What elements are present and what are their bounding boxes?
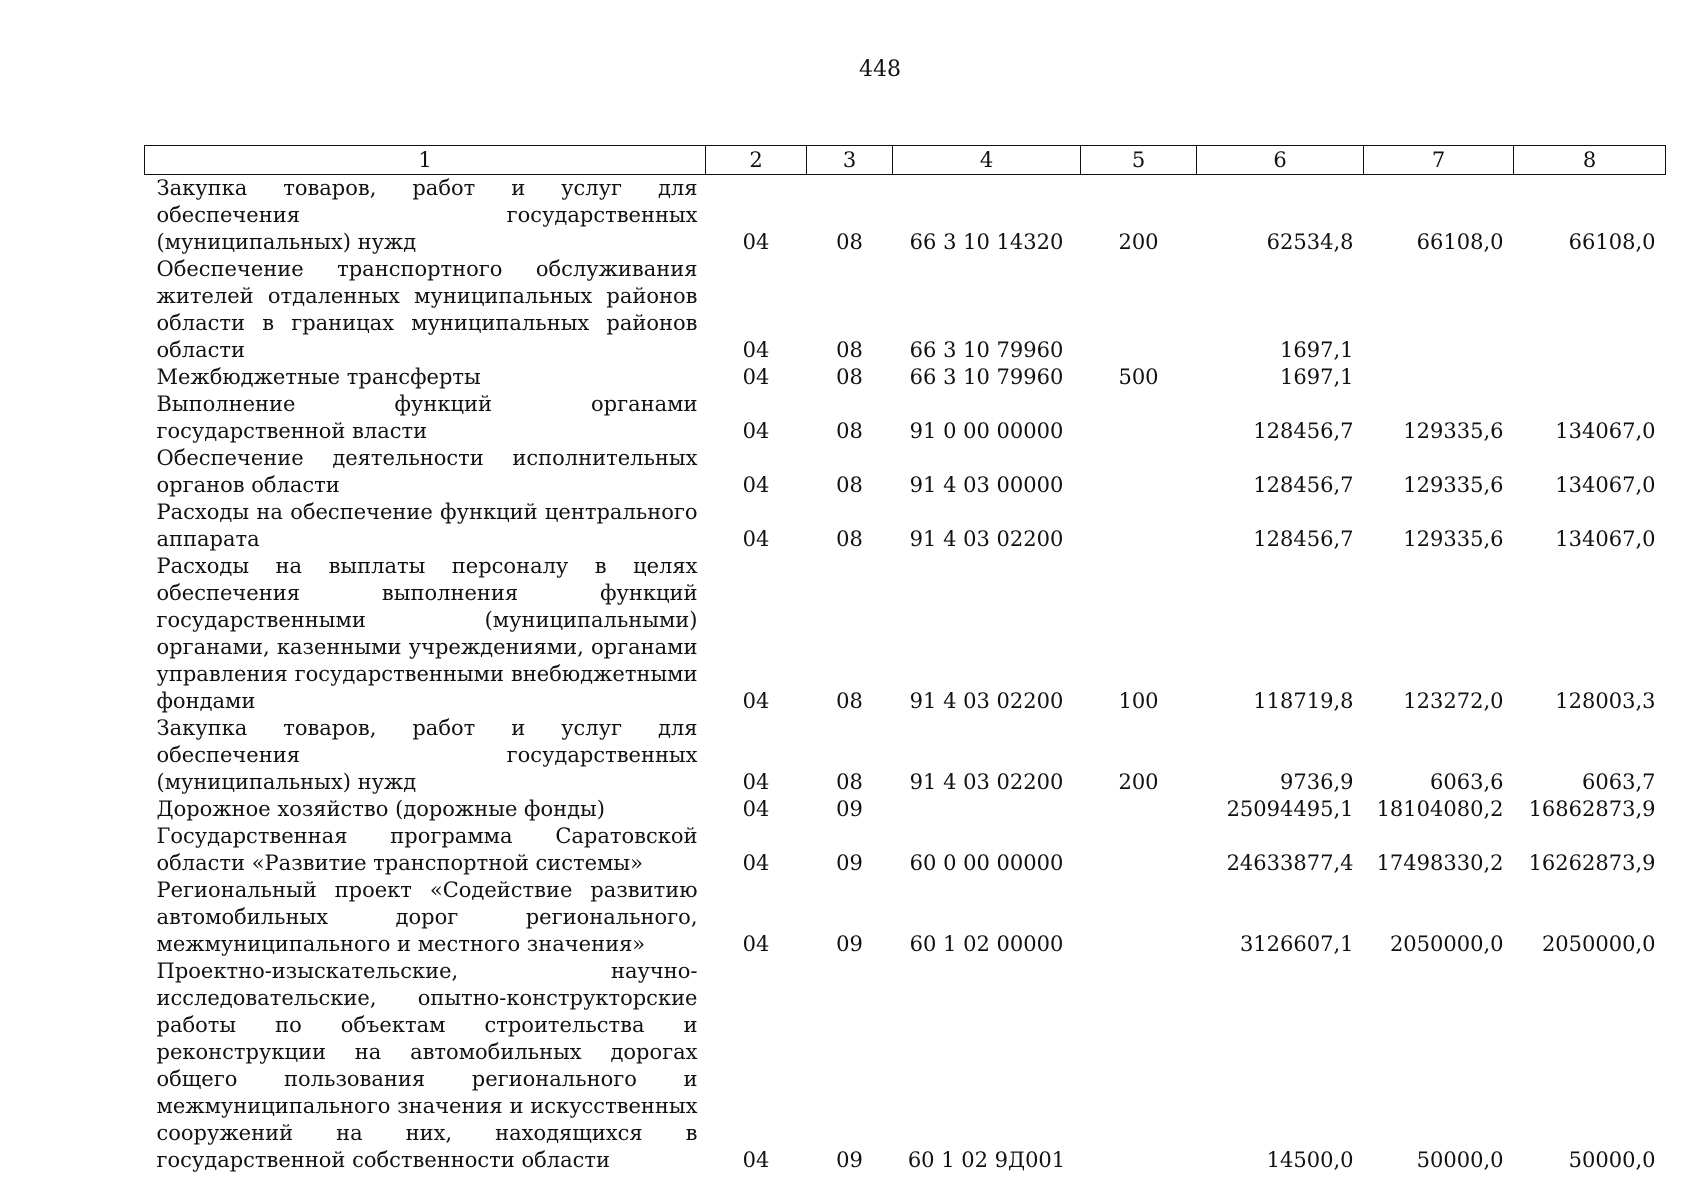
row-subsection: 09 — [836, 1148, 863, 1172]
row-amount-7: 129335,6 — [1403, 419, 1504, 443]
row-amount-6: 118719,8 — [1253, 689, 1354, 713]
table-row — [145, 823, 1666, 877]
row-name: Закупка товаров, работ и услуг для обеспечения государственных (муниципальных) нужд — [156, 716, 698, 794]
row-amount-7 — [1364, 256, 1514, 364]
row-target-code: 91 4 03 02200 — [909, 770, 1064, 794]
row-name: Расходы на обеспечение функций центрального аппарата — [156, 500, 698, 551]
row-section: 04 — [742, 230, 770, 254]
row-name: Выполнение функций органами государственной власти — [156, 392, 698, 443]
row-amount-8 — [1514, 256, 1666, 364]
row-amount-6: 9736,9 — [1280, 770, 1354, 794]
row-section: 04 — [742, 365, 770, 389]
row-subsection: 08 — [836, 770, 863, 794]
row-section: 04 — [742, 851, 770, 875]
row-amount-8: 2050000,0 — [1541, 932, 1656, 956]
row-expense-type — [1081, 499, 1197, 553]
row-target-code: 91 0 00 00000 — [909, 419, 1064, 443]
row-section: 04 — [742, 473, 770, 497]
row-amount-7: 129335,6 — [1403, 527, 1504, 551]
row-amount-7: 17498330,2 — [1376, 851, 1504, 875]
column-header-7: 7 — [1364, 146, 1514, 175]
row-amount-6: 24633877,4 — [1226, 851, 1354, 875]
row-subsection: 08 — [836, 473, 863, 497]
row-amount-8: 66108,0 — [1568, 230, 1656, 254]
column-header-2: 2 — [706, 146, 807, 175]
row-expense-type: 100 — [1118, 689, 1159, 713]
row-section: 04 — [742, 338, 770, 362]
row-amount-8 — [1514, 364, 1666, 391]
row-amount-7 — [1364, 364, 1514, 391]
row-amount-6: 128456,7 — [1253, 419, 1354, 443]
row-amount-6: 128456,7 — [1253, 527, 1354, 551]
row-subsection: 09 — [836, 797, 863, 821]
row-expense-type — [1081, 796, 1197, 823]
column-header-3: 3 — [807, 146, 893, 175]
header-row — [145, 146, 1666, 175]
row-subsection: 08 — [836, 419, 863, 443]
table-row — [145, 445, 1666, 499]
page-number: 448 — [859, 57, 901, 82]
row-name: Закупка товаров, работ и услуг для обеспечения государственных (муниципальных) нужд — [156, 176, 698, 254]
row-section: 04 — [742, 527, 770, 551]
row-amount-7: 18104080,2 — [1376, 797, 1504, 821]
column-header-6: 6 — [1197, 146, 1364, 175]
row-target-code: 66 3 10 79960 — [909, 338, 1064, 362]
row-target-code: 66 3 10 79960 — [909, 365, 1064, 389]
row-amount-6: 25094495,1 — [1226, 797, 1354, 821]
row-amount-8: 134067,0 — [1555, 527, 1656, 551]
row-subsection: 08 — [836, 527, 863, 551]
row-subsection: 08 — [836, 689, 863, 713]
row-name: Дорожное хозяйство (дорожные фонды) — [156, 797, 605, 821]
row-name: Проектно-изыскательские, научно-исследовательские, опытно-конструкторские работы по объектам строительства и реконструкции на автомобильных дорогах общего пользования регионального и межмуниципального значения и искусственных сооружений на них, находящихся в государственной собственности области — [156, 959, 698, 1172]
row-target-code: 91 4 03 02200 — [909, 689, 1064, 713]
row-amount-8: 6063,7 — [1582, 770, 1656, 794]
row-target-code: 91 4 03 00000 — [909, 473, 1064, 497]
row-target-code: 60 1 02 9Д001 — [907, 1148, 1066, 1172]
column-header-5: 5 — [1081, 146, 1197, 175]
table-row — [145, 175, 1666, 257]
row-subsection: 08 — [836, 230, 863, 254]
row-amount-8: 16862873,9 — [1528, 797, 1656, 821]
row-section: 04 — [742, 770, 770, 794]
row-name: Обеспечение деятельности исполнительных органов области — [156, 446, 698, 497]
table-row — [145, 499, 1666, 553]
row-amount-6: 3126607,1 — [1239, 932, 1354, 956]
row-expense-type: 500 — [1118, 365, 1159, 389]
column-header-1: 1 — [145, 146, 706, 175]
row-amount-6: 1697,1 — [1280, 338, 1354, 362]
table-row — [145, 256, 1666, 364]
row-section: 04 — [742, 689, 770, 713]
row-name: Межбюджетные трансферты — [156, 365, 481, 389]
table-row — [145, 958, 1666, 1174]
row-name: Расходы на выплаты персоналу в целях обеспечения выполнения функций государственными (муниципальными) органами, казенными учреждениями, органами управления государственными внебюджетными фондами — [156, 554, 698, 713]
row-name: Региональный проект «Содействие развитию автомобильных дорог регионального, межмуниципального и местного значения» — [156, 878, 698, 956]
row-expense-type: 200 — [1118, 230, 1159, 254]
row-expense-type — [1081, 391, 1197, 445]
table-row — [145, 715, 1666, 796]
row-amount-8: 16262873,9 — [1528, 851, 1656, 875]
row-amount-6: 1697,1 — [1280, 365, 1354, 389]
row-amount-6: 128456,7 — [1253, 473, 1354, 497]
table-body — [145, 175, 1666, 1175]
table-row — [145, 553, 1666, 715]
row-amount-6: 14500,0 — [1266, 1148, 1354, 1172]
row-expense-type: 200 — [1118, 770, 1159, 794]
row-amount-8: 134067,0 — [1555, 473, 1656, 497]
row-amount-6: 62534,8 — [1266, 230, 1354, 254]
row-target-code: 66 3 10 14320 — [909, 230, 1064, 254]
row-name: Государственная программа Саратовской области «Развитие транспортной системы» — [156, 824, 698, 875]
table-row — [145, 877, 1666, 958]
row-section: 04 — [742, 419, 770, 443]
row-amount-7: 6063,6 — [1430, 770, 1504, 794]
row-expense-type — [1081, 958, 1197, 1174]
row-expense-type — [1081, 877, 1197, 958]
row-amount-7: 2050000,0 — [1389, 932, 1504, 956]
row-amount-8: 50000,0 — [1568, 1148, 1656, 1172]
column-header-4: 4 — [893, 146, 1081, 175]
row-target-code: 60 1 02 00000 — [909, 932, 1064, 956]
row-expense-type — [1081, 445, 1197, 499]
row-section: 04 — [742, 932, 770, 956]
table-row — [145, 364, 1666, 391]
row-amount-7: 50000,0 — [1416, 1148, 1504, 1172]
budget-table — [144, 145, 1666, 1174]
row-subsection: 08 — [836, 365, 863, 389]
row-section: 04 — [742, 1148, 770, 1172]
row-name: Обеспечение транспортного обслуживания жителей отдаленных муниципальных районов области в границах муниципальных районов области — [156, 257, 698, 362]
row-target-code — [893, 796, 1081, 823]
row-expense-type — [1081, 823, 1197, 877]
row-subsection: 08 — [836, 338, 863, 362]
row-subsection: 09 — [836, 932, 863, 956]
row-amount-7: 129335,6 — [1403, 473, 1504, 497]
row-amount-8: 128003,3 — [1555, 689, 1656, 713]
row-amount-7: 123272,0 — [1403, 689, 1504, 713]
column-header-8: 8 — [1514, 146, 1666, 175]
table-row — [145, 391, 1666, 445]
row-amount-7: 66108,0 — [1416, 230, 1504, 254]
row-subsection: 09 — [836, 851, 863, 875]
table-row — [145, 796, 1666, 823]
row-amount-8: 134067,0 — [1555, 419, 1656, 443]
row-section: 04 — [742, 797, 770, 821]
row-target-code: 91 4 03 02200 — [909, 527, 1064, 551]
row-expense-type — [1081, 256, 1197, 364]
row-target-code: 60 0 00 00000 — [909, 851, 1064, 875]
